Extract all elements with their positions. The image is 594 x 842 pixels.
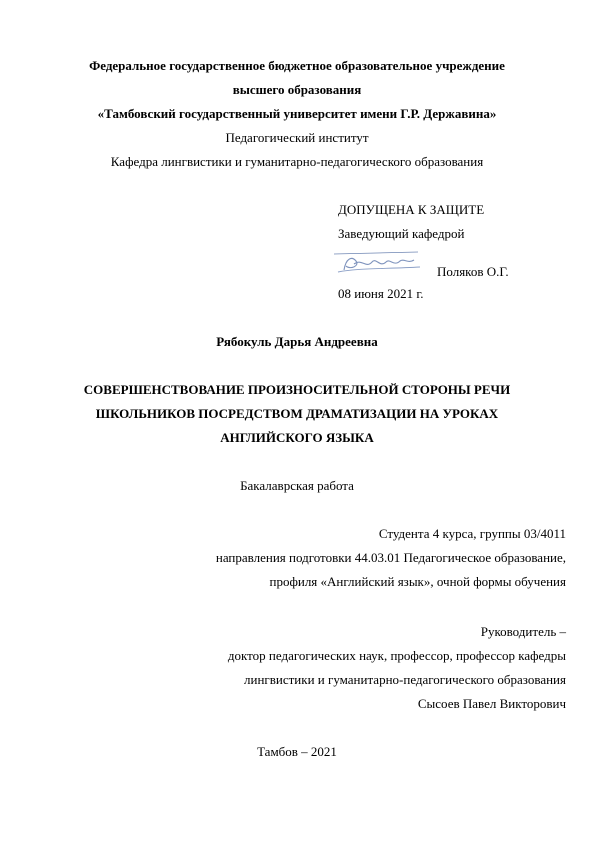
thesis-title-line-3: АНГЛИЙСКОГО ЯЗЫКА (220, 430, 374, 445)
thesis-title-line-2: ШКОЛЬНИКОВ ПОСРЕДСТВОМ ДРАМАТИЗАЦИИ НА УРОКАХ (95, 406, 499, 421)
approval-date: 08 июня 2021 г. (338, 286, 424, 301)
supervisor-line-1: Руководитель – (480, 624, 566, 639)
student-line-1: Студента 4 курса, группы 03/4011 (378, 526, 566, 541)
institution-line-1: Федеральное государственное бюджетное образовательное учреждение (89, 58, 505, 73)
supervisor-line-2: доктор педагогических наук, профессор, профессор кафедры (227, 648, 566, 663)
footer-city-year: Тамбов – 2021 (257, 744, 337, 759)
approval-position: Заведующий кафедрой (338, 226, 465, 241)
institute-name: Педагогический институт (225, 130, 369, 145)
signature (330, 248, 426, 278)
author-name: Рябокуль Дарья Андреевна (216, 334, 378, 349)
institution-line-2: высшего образования (232, 82, 362, 97)
approval-status: ДОПУЩЕНА К ЗАЩИТЕ (338, 202, 485, 217)
student-line-3: профиля «Английский язык», очной формы обучения (269, 574, 566, 589)
university-name: «Тамбовский государственный университет имени Г.Р. Державина» (97, 106, 497, 121)
supervisor-line-3: лингвистики и гуманитарно-педагогического образования (244, 672, 566, 687)
approval-signer: Поляков О.Г. (437, 264, 509, 279)
department-name: Кафедра лингвистики и гуманитарно-педагогического образования (110, 154, 484, 169)
thesis-title-line-1: СОВЕРШЕНСТВОВАНИЕ ПРОИЗНОСИТЕЛЬНОЙ СТОРОНЫ РЕЧИ (83, 382, 511, 397)
supervisor-line-4: Сысоев Павел Викторович (417, 696, 566, 711)
student-line-2: направления подготовки 44.03.01 Педагогическое образование, (215, 550, 566, 565)
work-type: Бакалаврская работа (240, 478, 354, 493)
